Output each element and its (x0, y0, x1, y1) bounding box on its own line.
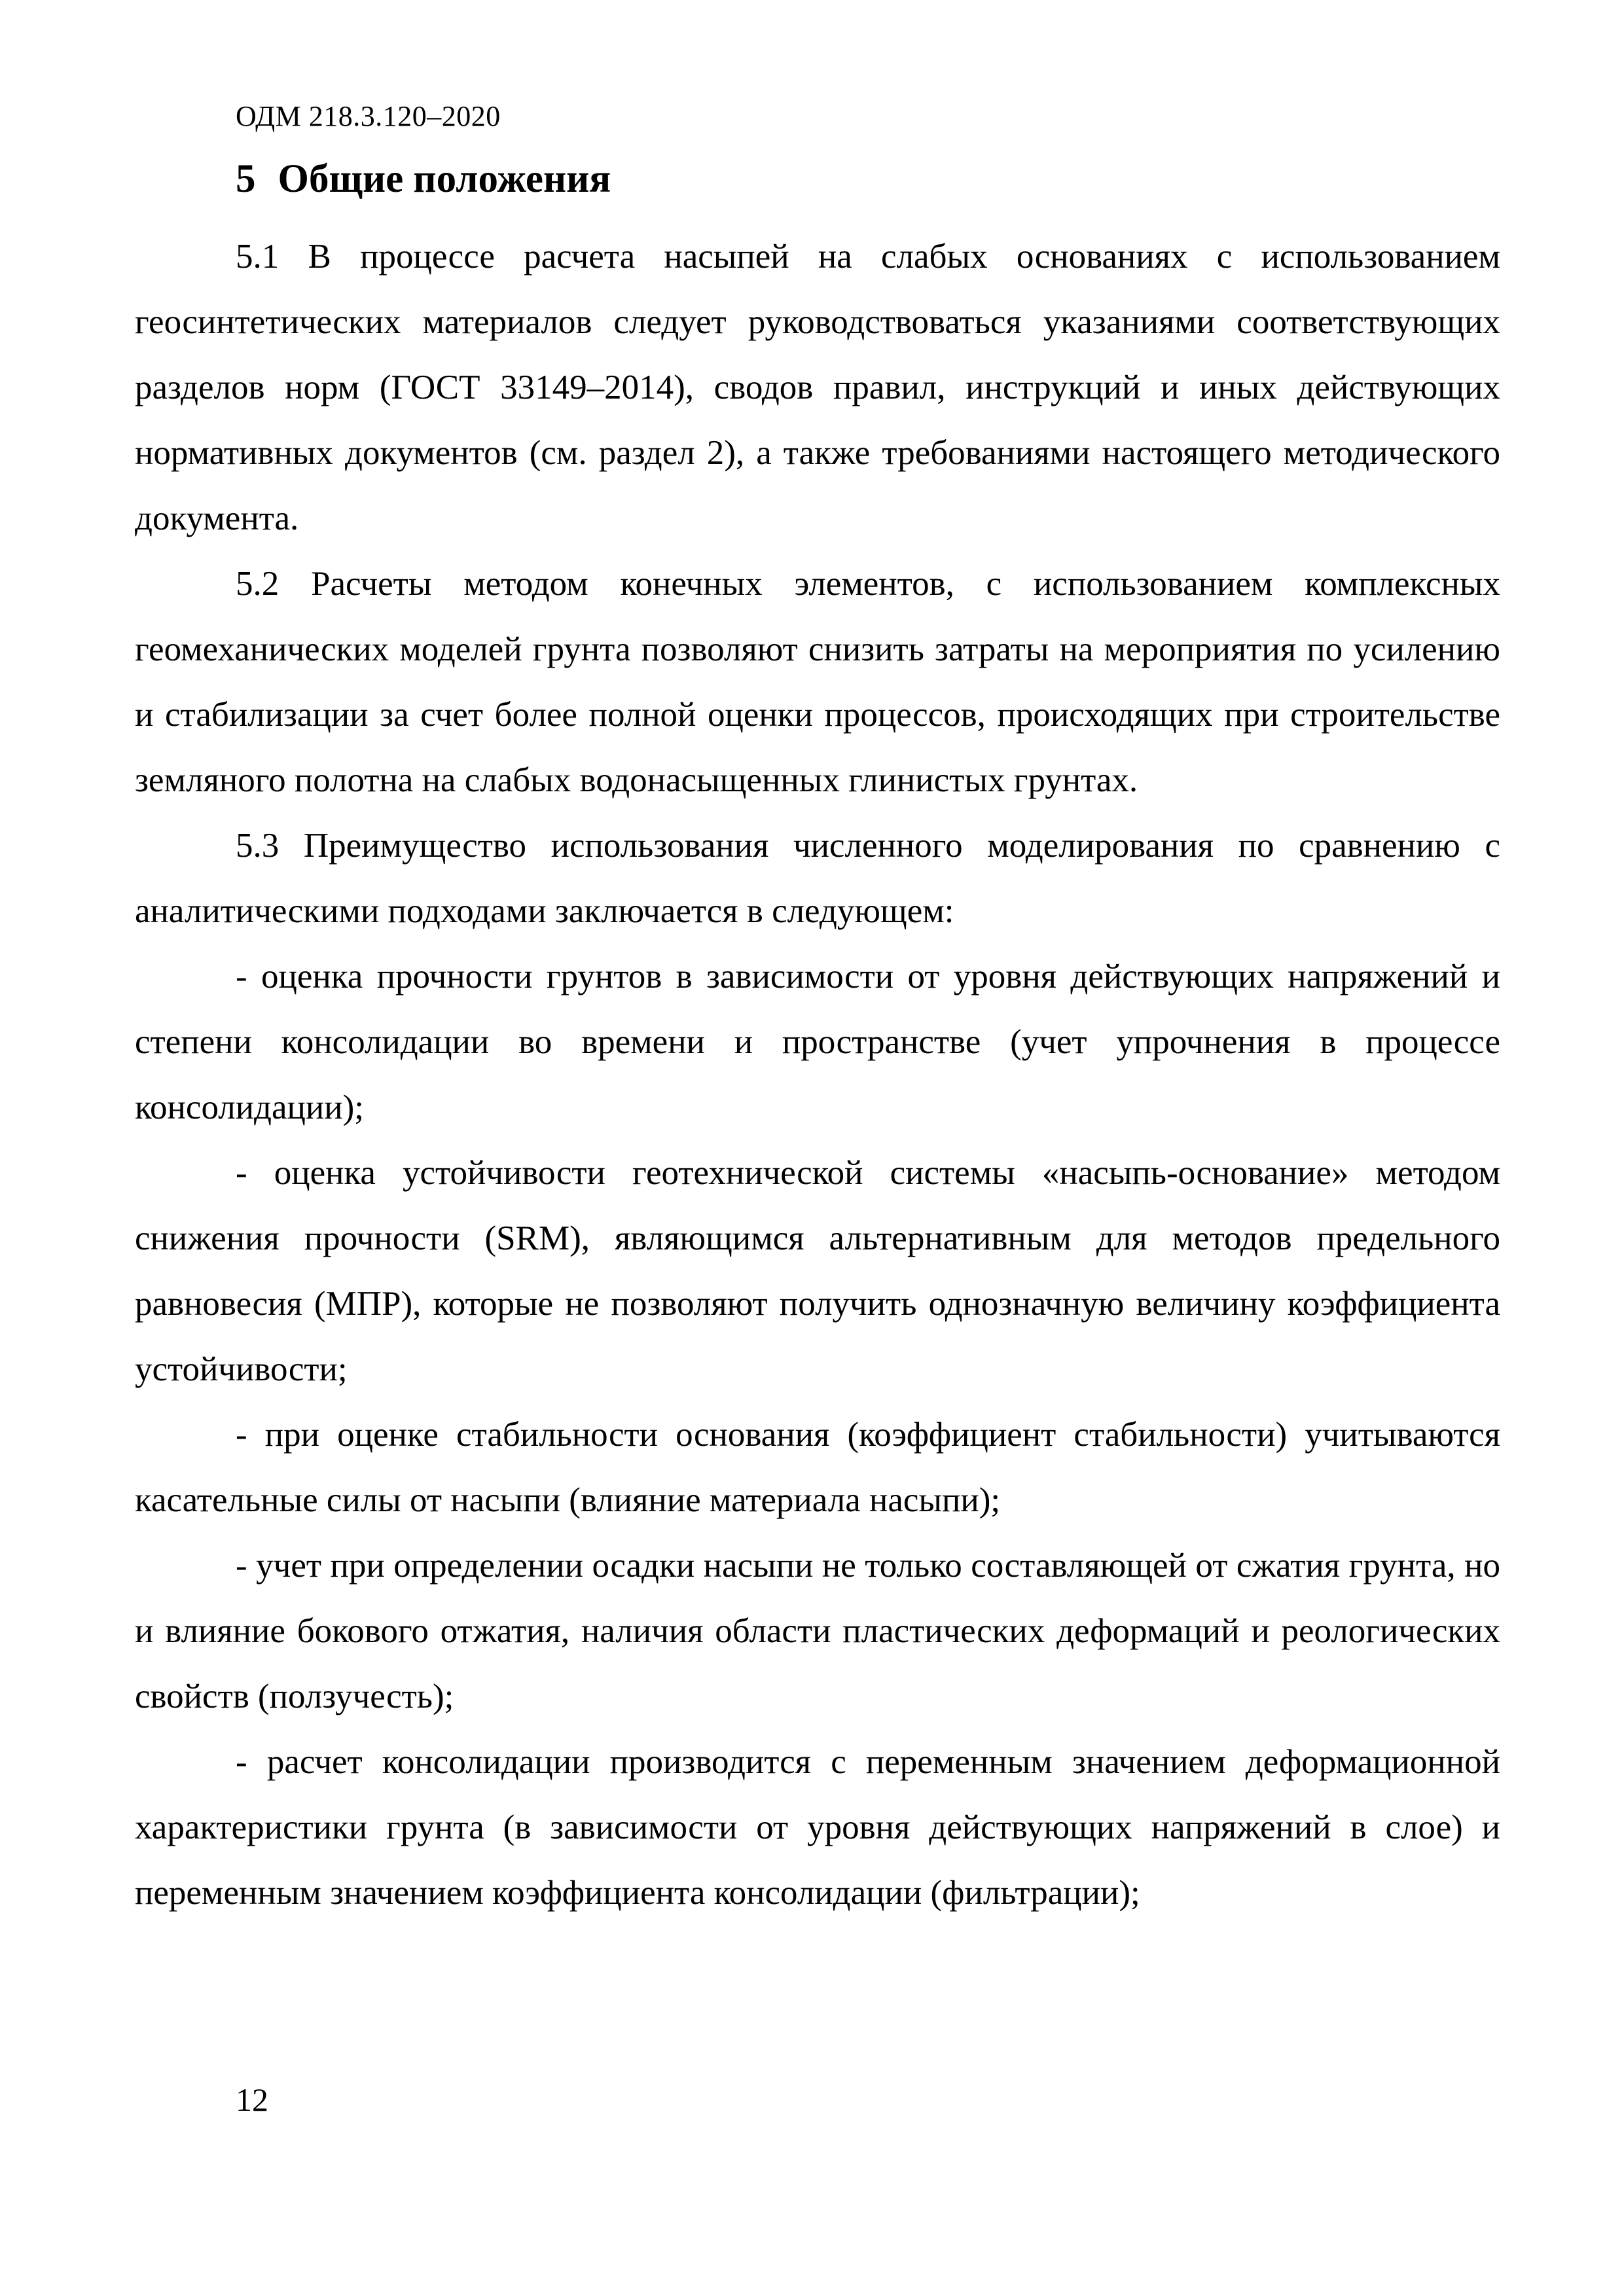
paragraph-5-1: 5.1 В процессе расчета насыпей на слабых основаниях с использованием геосинтетических материалов следует руководствоваться указаниями соответствующих разделов норм (ГОСТ 33149–2014), сводов правил, инструкций и иных действующих нормативных документов (см. раздел 2), а также требованиями настоящего методического документа. (135, 238, 1500, 537)
section-title: Общие положения (278, 157, 611, 201)
list-item: - при оценке стабильности основания (коэффициент стабильности) учитываются касательные силы от насыпи (влияние материала насыпи); (135, 1416, 1500, 1519)
page-number: 12 (236, 2081, 268, 2118)
list-item: - учет при определении осадки насыпи не только составляющей от сжатия грунта, но и влияние бокового отжатия, наличия области пластических деформаций и реологических свойств (ползучесть); (135, 1547, 1500, 1715)
paragraph-5-3: 5.3 Преимущество использования численного моделирования по сравнению с аналитическими подходами заключается в следующем: (135, 827, 1500, 930)
document-body (135, 224, 1500, 1926)
section-heading (236, 153, 611, 206)
paragraph-5-2: 5.2 Расчеты методом конечных элементов, с использованием комплексных геомеханических моделей грунта позволяют снизить затраты на мероприятия по усилению и стабилизации за счет более полной оценки процессов, происходящих при строительстве земляного полотна на слабых водонасыщенных глинистых грунтах. (135, 565, 1500, 799)
list-item: - оценка прочности грунтов в зависимости от уровня действующих напряжений и степени консолидации во времени и пространстве (учет упрочнения в процессе консолидации); (135, 958, 1500, 1126)
section-number: 5 (236, 157, 256, 201)
list-item: - расчет консолидации производится с переменным значением деформационной характеристики грунта (в зависимости от уровня действующих напряжений в слое) и переменным значением коэффициента консолидации (фильтрации); (135, 1743, 1500, 1912)
list-item: - оценка устойчивости геотехнической системы «насыпь-основание» методом снижения прочности (SRM), являющимся альтернативным для методов предельного равновесия (МПР), которые не позволяют получить однозначную величину коэффициента устойчивости; (135, 1154, 1500, 1388)
document-code: ОДМ 218.3.120–2020 (236, 100, 501, 132)
